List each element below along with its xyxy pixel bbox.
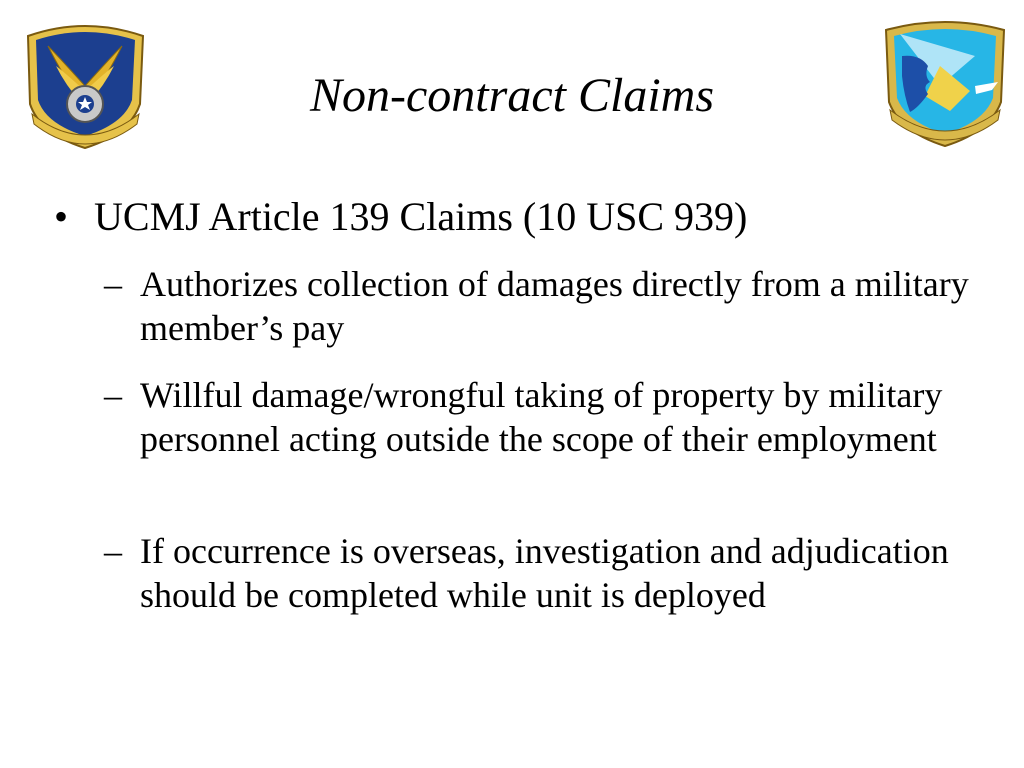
sub-bullet-text: If occurrence is overseas, investigation and adjudication should be completed while unit is deployed <box>140 531 949 615</box>
afmc-seal-logo <box>18 16 153 152</box>
main-bullet <box>54 193 747 241</box>
asc-seal-logo <box>880 16 1010 148</box>
sub-bullet-text: Authorizes collection of damages directly from a military member’s pay <box>140 264 969 348</box>
sub-bullet-marker: – <box>104 375 122 415</box>
sub-bullet <box>104 373 994 461</box>
sub-bullet <box>104 262 994 350</box>
sub-bullet <box>104 529 994 617</box>
asc-seal-icon <box>880 16 1010 148</box>
main-bullet-text: UCMJ Article 139 Claims (10 USC 939) <box>94 194 748 239</box>
slide-title: Non-contract Claims <box>310 69 714 122</box>
sub-bullet-marker: – <box>104 531 122 571</box>
sub-bullet-text: Willful damage/wrongful taking of property by military personnel acting outside the scope of their employment <box>140 375 943 459</box>
sub-bullet-marker: – <box>104 264 122 304</box>
bullet-marker: • <box>54 194 69 239</box>
afmc-seal-icon <box>18 16 153 152</box>
